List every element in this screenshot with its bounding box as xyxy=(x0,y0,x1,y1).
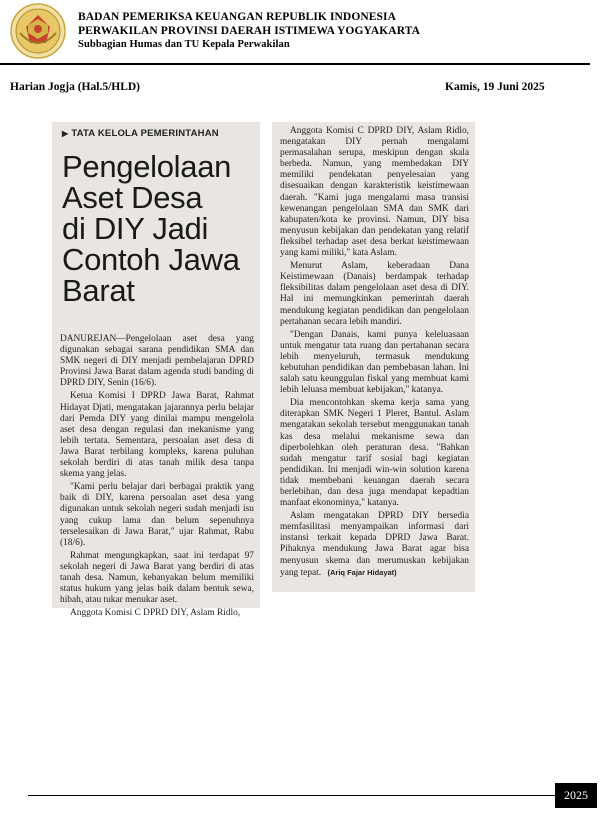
article-headline xyxy=(62,151,260,306)
paragraph-text: Aslam mengatakan DPRD DIY bersedia memfasilitasi menyampaikan informasi dari instansi terkait kepada DPRD Jawa Barat. Pihaknya mendukung Jawa Barat agar bisa menyusun skema dan merumuskan kebijakan yang tepat. xyxy=(280,511,469,578)
paragraph: "Dengan Danais, kami punya keleluasaan untuk mengatur tata ruang dan pertahanan secara lebih menyeluruh, termasuk mendukung kebutuhan pendidikan dan pembebasan lahan. Ini salah satu keunggulan fiskal yang membuat kami lebih leluasa membuat kebijakan," katanya. xyxy=(280,329,469,396)
headline-line: di DIY Jadi xyxy=(62,211,209,246)
paragraph: Anggota Komisi C DPRD DIY, Aslam Ridlo, mengatakan DIY pernah mengalami permasalahan serupa, meskipun dengan skala berbeda. Namun, yang membedakan DIY memiliki pendekatan penyelesaian yang disesuaikan dengan karakteristik keistimewaan daerah. "Kami juga mengalami masa transisi kewenangan pengelolaan SMA dan SMK dari kabupaten/kota ke provinsi. Namun, DIY bisa menyusun kebijakan dan pendekatan yang relatif fleksibel terhadap aset desa berkat keistimewaan yang kami miliki," kata Aslam. xyxy=(280,126,469,259)
article-body-col1 xyxy=(60,334,254,619)
clipping-column-2 xyxy=(272,122,475,592)
header-rule xyxy=(0,63,590,65)
office-name: PERWAKILAN PROVINSI DAERAH ISTIMEWA YOGYAKARTA xyxy=(78,25,421,37)
article-kicker xyxy=(62,128,260,139)
institution-name: BADAN PEMERIKSA KEUANGAN REPUBLIK INDONESIA xyxy=(78,11,397,23)
publication-date: Kamis, 19 Juni 2025 xyxy=(445,81,545,93)
paragraph: Dia mencontohkan skema kerja sama yang diterapkan SMK Negeri 1 Pleret, Bantul. Aslam mengatakan sekolah tersebut menggunakan tanah kas desa melalui mekanisme sewa dan diperbolehkan oleh peraturan desa. "Bahkan sudah mengatur tarif sosial bagi kegiatan pendidikan. Ini menjadi win-win solution karena tidak membebani keuangan daerah secara berlebihan, dan desa juga mendapat kepadtian manfaat ekonominya," katanya. xyxy=(280,398,469,509)
clipping-column-1 xyxy=(52,122,260,619)
paragraph: Ketua Komisi I DPRD Jawa Barat, Rahmat Hidayat Djati, mengatakan jajarannya perlu belajar dari Pemda DIY yang dinilai mampu mengelola aset desa dengan regulasi dan mekanisme yang lebih tertata. Sementara, persoalan aset desa di Jawa Barat terbilang kompleks, karena puluhan sekolah berdiri di atas tanah milik desa tanpa skema yang jelas. xyxy=(60,391,254,480)
footer-rule xyxy=(28,795,555,796)
headline-line: Barat xyxy=(62,273,135,308)
headline-line: Pengelolaan xyxy=(62,149,232,184)
year-badge: 2025 xyxy=(555,783,597,808)
headline-line: Aset Desa xyxy=(62,180,203,215)
article-body-col2 xyxy=(280,126,469,579)
paragraph: DANUREJAN—Pengelolaan aset desa yang digunakan sebagai sarana pendidikan SMA dan SMK negeri di DIY menjadi pembelajaran DPRD Provinsi Jawa Barat dalam agenda studi banding di DPRD DIY, Senin (16/6). xyxy=(60,334,254,389)
paragraph xyxy=(280,511,469,579)
paragraph: Anggota Komisi C DPRD DIY, Aslam Ridlo, xyxy=(70,608,241,619)
paragraph: Menurut Aslam, keberadaan Dana Keistimewaan (Danais) berdampak terhadap fleksibilitas dalam pengelolaan aset desa di DIY. Hal ini memungkinkan pemerintah daerah mendukung kegiatan pendidikan dan pengelolaan pertahanan secara lebih mandiri. xyxy=(280,261,469,327)
letterhead xyxy=(78,10,420,52)
kicker-text: TATA KELOLA PEMERINTAHAN xyxy=(71,128,219,139)
paragraph: "Kami perlu belajar dari berbagai praktik yang baik di DIY, karena persoalan aset desa yang digunakan untuk sekolah negeri sudah menjadi isu yang cukup lama dan belum sepenuhnya terselesaikan di Jawa Barat," ujar Rahmat, Rabu (18/6). xyxy=(60,482,254,548)
division-name: Subbagian Humas dan TU Kepala Perwakilan xyxy=(78,39,290,50)
publication-source: Harian Jogja (Hal.5/HLD) xyxy=(10,81,141,93)
article-byline: (Ariq Fajar Hidayat) xyxy=(327,567,397,577)
paragraph: Rahmat mengungkapkan, saat ini terdapat 97 sekolah negeri di Jawa Barat yang berdiri di atas tanah desa. Namun, kebanyakan belum memiliki status hukum yang jelas baik dalam bentuk sewa, hibah, atau tukar menukar aset. xyxy=(60,550,254,606)
bpk-logo xyxy=(10,3,66,59)
triangle-icon: ▶ xyxy=(62,129,69,138)
headline-line: Contoh Jawa xyxy=(62,242,240,277)
